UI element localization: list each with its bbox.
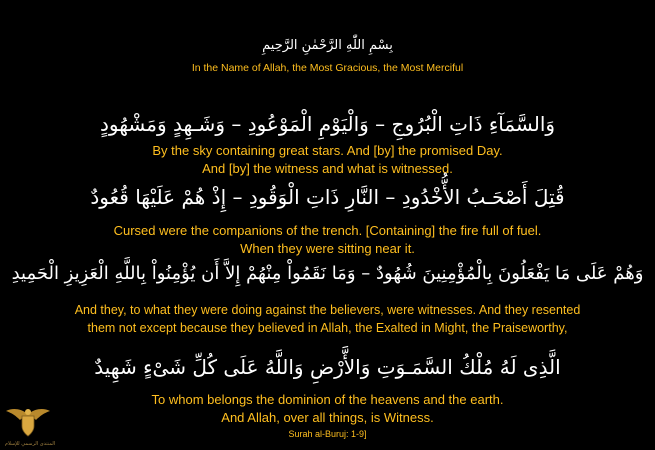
verse-1-arabic: وَالسَّمَآءِ ذَاتِ الْبُرُوجِ – وَالْيَوْمِ الْمَوْعُودِ – وَشَـهِدٍ وَمَشْهُودٍ — [99, 112, 556, 136]
verse-1-translation-line: By the sky containing great stars. And [by] the promised Day. — [152, 143, 503, 158]
bismillah-translation: In the Name of Allah, the Most Gracious, the Most Merciful — [191, 62, 464, 74]
verse-3-translation-line: them not except because they believed in Allah, the Exalted in Might, the Praiseworthy, — [87, 321, 568, 335]
bismillah-arabic: بِسْمِ اللّٰهِ الرَّحْمٰنِ الرَّحِيمِ — [262, 38, 393, 53]
verse-4-translation — [0, 391, 655, 427]
verse-2-translation — [0, 222, 655, 258]
verse-2-translation-line: When they were sitting near it. — [240, 241, 415, 256]
verse-1-translation-line: And [by] the witness and what is witnessed. — [202, 161, 453, 176]
verse-4-arabic: الَّذِى لَهُ مُلْكُ السَّمَـوَتِ وَالأَّرْضِ وَاللَّهُ عَلَى كُلِّ شَىْءٍ شَهِيدٌ — [94, 355, 561, 379]
verse-2-arabic: قُتِلَ أَصْحَـبُ الأُّخْدُودِ – النَّارِ ذَاتِ الْوَقُودِ – إِذْ هُمْ عَلَيْهَا قُعُودٌ — [90, 185, 565, 209]
verse-3-arabic: وَهُمْ عَلَى مَا يَفْعَلُونَ بِالْمُؤْمِنِينَ شُهُودٌ – وَمَا نَقَمُواْ مِنْهُمْ إِلاَّ أَن يُؤْمِنُواْ بِاللَّهِ الْعَزِيزِ الْحَمِيدِ — [11, 263, 644, 284]
surah-citation: Surah al-Buruj: 1-9] — [288, 429, 367, 439]
winged-emblem-icon — [6, 402, 50, 446]
verse-3-translation — [0, 301, 655, 337]
verse-4-translation-line: To whom belongs the dominion of the heavens and the earth. — [151, 392, 504, 407]
verse-3-translation-line: And they, to what they were doing against the believers, were witnesses. And they resented — [74, 303, 581, 317]
verse-2-translation-line: Cursed were the companions of the trench. [Containing] the fire full of fuel. — [113, 223, 542, 238]
verse-4-translation-line: And Allah, over all things, is Witness. — [221, 410, 434, 425]
logo-caption: المنتدى الرسمي للإسلام — [4, 441, 56, 447]
verse-1-translation — [0, 142, 655, 178]
